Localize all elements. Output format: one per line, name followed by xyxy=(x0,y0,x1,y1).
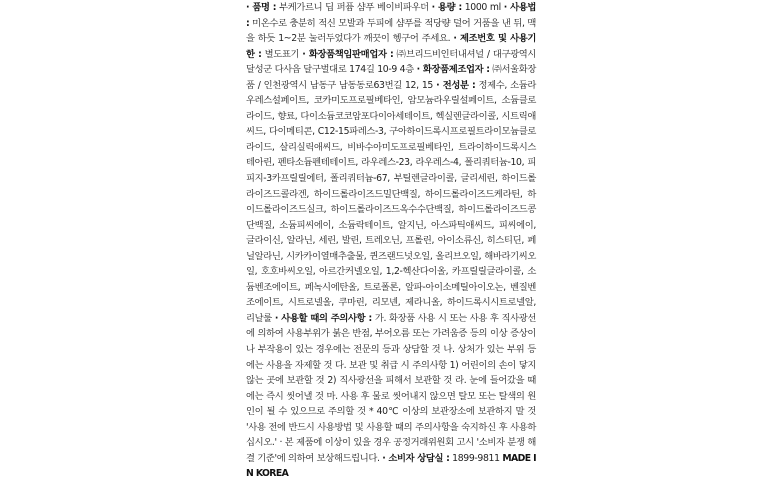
product-info-text xyxy=(246,0,536,482)
maker-label: · 화장품제조업자 : xyxy=(416,64,490,76)
mfg-label: · 제조번호 및 사용기한 : xyxy=(246,33,536,60)
seller-value: ㈜브리드비인터내셔널 / 대구광역시 달성군 다사읍 달구벌대로 174길 10-9 4층 xyxy=(246,48,536,76)
mfg-value: 별도표기 xyxy=(261,48,303,60)
usage-value: 미온수로 충분히 적신 모발과 두피에 샴푸를 적당량 덜어 거품을 낸 뒤, 맥을 하듯 1~2분 눌러두었다가 깨끗이 헹구어 주세요. xyxy=(246,17,536,45)
name-label: · 품명 : xyxy=(246,2,277,13)
volume-value: 1000 ml xyxy=(461,2,504,13)
cs-label: · 소비자 상담실 : xyxy=(382,452,450,464)
volume-label: · 용량 : xyxy=(431,2,462,13)
caution-value: 가. 화장품 사용 시 또는 사용 후 직사광선에 의하여 사용부위가 붉은 반점, 부어오름 또는 가려움증 등의 이상 증상이나 부작용이 있는 경우에는 전문의 등과 상담할 것 나. 상처가 있는 부위 등에는 사용을 자제할 것 다. 보관 및 취급 시 주의사항 1) 어린이의 손이 닿지 않는 곳에 보관할 것 2) 직사광선을 피해서 보관할 것 라. 눈에 들어갔을 때에는 즉시 씻어낼 것 마. 사용 후 물로 씻어내지 않으면 탈모 또는 탈색의 원인이 될 수 있으므로 주의할 것 * 40℃ 이상의 보관장소에 보관하지 말 것 '사용 전에 반드시 사용방법 및 사용할 때의 주의사항을 숙지하신 후 사용하십시오.' · 본 제품에 이상이 있을 경우 공정거래위원회 고시 '소비자 분쟁 해결 기준'에 의하여 보상해드립니다. xyxy=(246,312,536,464)
product-info-block xyxy=(246,0,536,482)
cs-value: 1899-9811 xyxy=(449,452,503,464)
ingredients-label: · 전성분 : xyxy=(436,79,476,91)
usage-label: · 사용법 : xyxy=(246,2,536,29)
seller-label: · 화장품책임판매업자 : xyxy=(302,48,394,60)
name-value: 부케가르니 딥 퍼퓸 샴푸 베이비파우더 xyxy=(276,2,432,13)
maker-value: ㈜서울화장품 / 인천광역시 남동구 남동동로63번길 12, 15 xyxy=(246,64,536,91)
origin-label: MADE IN KOREA xyxy=(246,452,536,480)
ingredients-value: 정제수, 소듐라우레스설페이트, 코카미도프로필베타인, 암모늄라우릴설페이트, 소듐클로라이드, 향료, 다이소듐코코암포다이아세테이트, 헥실렌글라이콜, 시트릭애씨드, 다이메티콘, C12-15파레스-3, 구아하이드록시프로필트라이모늄클로라이드, 살리실릭애씨드, 비바수아미도프로필베타인, 트라이하이드록시스테아린, 펜타소듐펜테테이트, 라우레스-23, 라우레스-4, 폴리쿼터늄-10, 피피지-3카프릴릴에터, 폴리쿼터늄-67, 부틸렌글라이콜, 글리세린, 하이드롤라이즈드콜라겐, 하이드롤라이즈드밀단백질, 하이드롤라이즈드케라틴, 하이드롤라이즈드실크, 하이드롤라이즈드옥수수단백질, 하이드롤라이즈드콩단백질, 소듐피씨에이, 소듐락테이트, 알지닌, 아스파틱애씨드, 피씨에이, 글라이신, 알라닌, 세린, 발린, 트레오닌, 프롤린, 아이소류신, 히스티딘, 페닐알라닌, 시카카이열매추출물, 퀸즈랜드넛오일, 올리브오일, 해바라기씨오일, 호호바씨오일, 아르간커넬오일, 1,2-헥산다이올, 카프릴릴글라이콜, 소듐벤조에이트, 페녹시에탄올, 트로폴론, 알파-아이소메틸아이오논, 벤질벤조에이트, 시트로넬올, 쿠마린, 리모넨, 제라니올, 하이드록시시트로넬알, 리날룰 xyxy=(246,79,536,324)
caution-label: · 사용할 때의 주의사항 : xyxy=(274,312,372,324)
